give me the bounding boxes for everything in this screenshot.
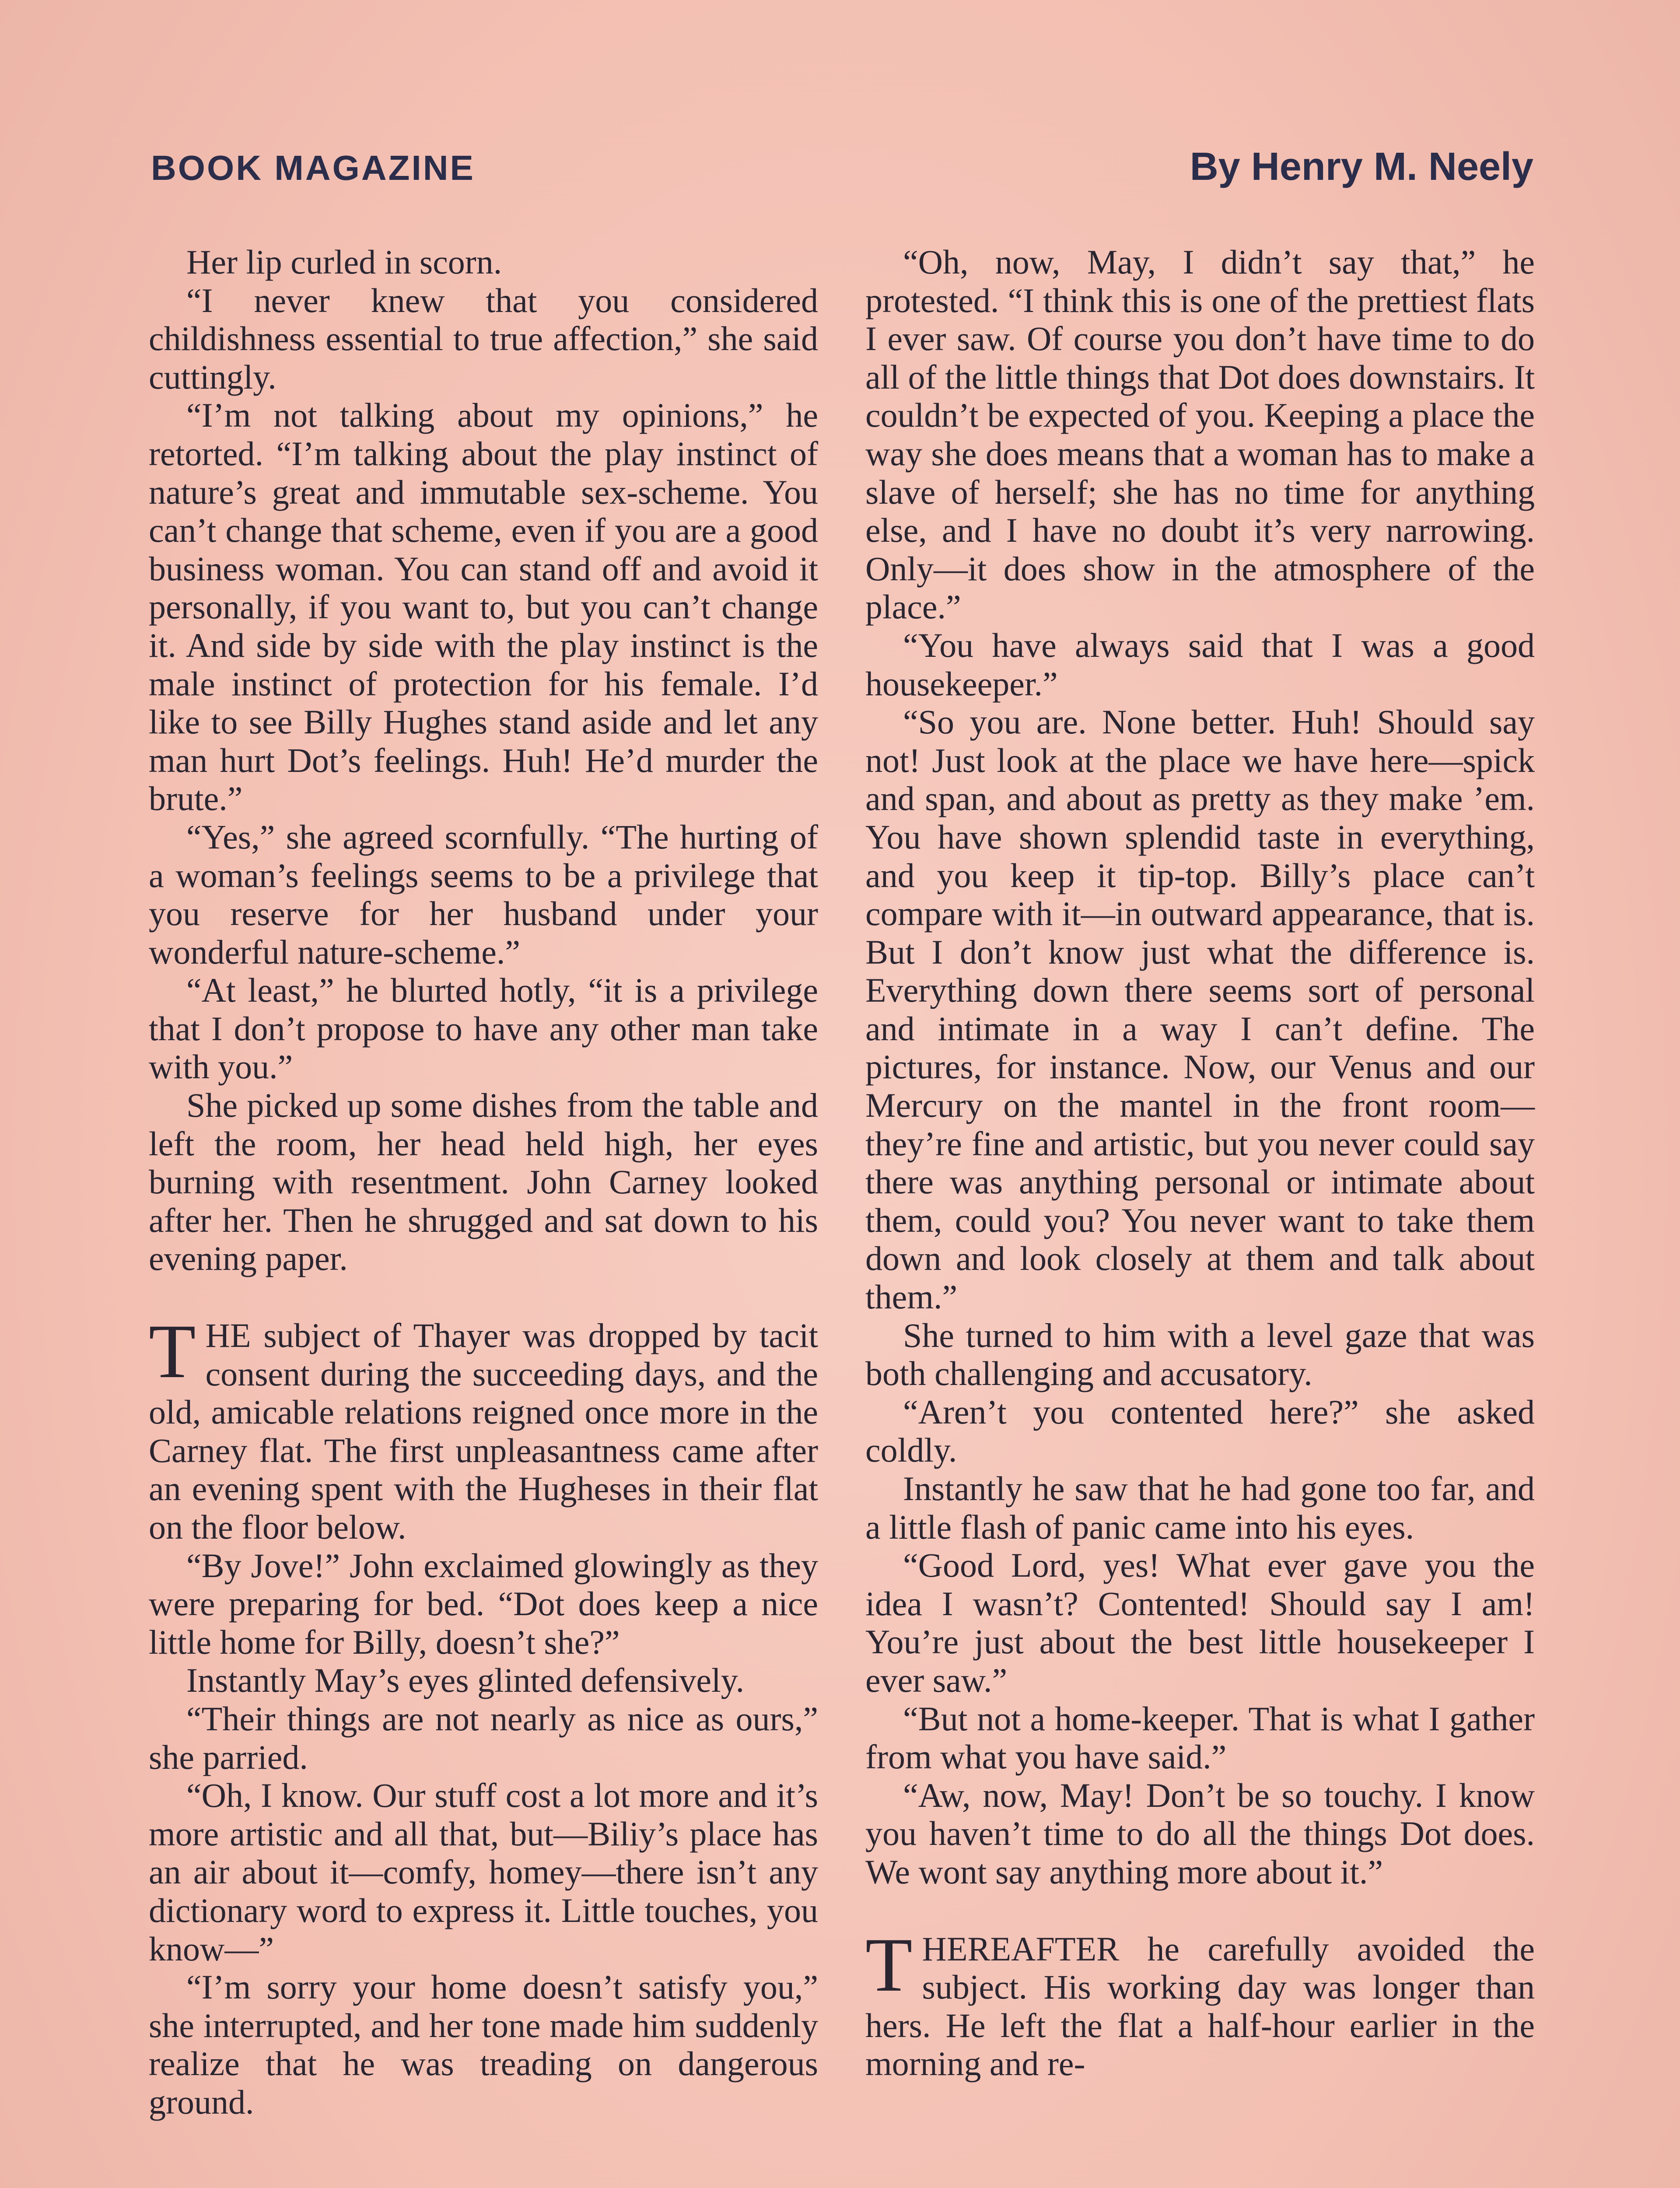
running-header <box>151 144 1533 197</box>
section-opening <box>865 1922 1535 2083</box>
paragraph: “Good Lord, yes! What ever gave you the idea I wasn’t? Contented! Should say I am! You’re just about the best little housekeeper I ever saw.” <box>865 1546 1535 1699</box>
section-opening <box>149 1309 818 1546</box>
magazine-title: BOOK MAGAZINE <box>151 148 475 187</box>
paragraph: “Yes,” she agreed scornfully. “The hurting of a woman’s feelings seems to be a privilege that you reserve for her husband under your wonderful nature-scheme.” <box>149 817 818 971</box>
drop-cap: T <box>865 1922 913 2008</box>
paragraph: “By Jove!” John exclaimed glowingly as they were preparing for bed. “Dot does keep a nice little home for Billy, doesn’t she?” <box>149 1546 818 1661</box>
paragraph: Instantly May’s eyes glinted defensively. <box>186 1661 745 1700</box>
paragraph: “So you are. None better. Huh! Should say not! Just look at the place we have here—spick and span, and about as pretty as they make ’em. You have shown splendid taste in everything, and you keep it tip-top. Billy’s place can’t compare with it—in outward appearance, that is. But I don’t know just what the difference is. Everything down there seems sort of personal and intimate in a way I can’t define. The pictures, for instance. Now, our Venus and our Mercury on the mantel in the front room—they’re fine and artistic, but you never could say there was anything personal or intimate about them, could you? You never want to take them down and look closely at them and talk about them.” <box>865 703 1535 1316</box>
paragraph: “I’m not talking about my opinions,” he retorted. “I’m talking about the play instinct of nature’s great and immutable sex-scheme. You can’t change that scheme, even if you are a good business woman. You can stand off and avoid it personally, if you want to, but you can’t change it. And side by side with the play instinct is the male instinct of protection for his female. I’d like to see Billy Hughes stand aside and let any man hurt Dot’s feelings. Huh! He’d murder the brute.” <box>149 396 818 818</box>
paragraph: She turned to him with a level gaze that was both challenging and accusatory. <box>865 1316 1535 1393</box>
left-column <box>149 243 818 2121</box>
paragraph: She picked up some dishes from the table and left the room, her head held high, her eyes burning with resentment. John Carney looked after her. Then he shrugged and sat down to his evening paper. <box>149 1086 818 1278</box>
paragraph: “You have always said that I was a good housekeeper.” <box>865 626 1535 703</box>
drop-cap: T <box>149 1309 196 1395</box>
paragraph: “Their things are not nearly as nice as ours,” she parried. <box>149 1699 818 1776</box>
paragraph: Instantly he saw that he had gone too far, and a little flash of panic came into his eyes. <box>865 1469 1535 1546</box>
paragraph: “But not a home-keeper. That is what I gather from what you have said.” <box>865 1699 1535 1776</box>
paragraph: “I never knew that you considered childishness essential to true affection,” she said cuttingly. <box>149 281 818 396</box>
paragraph: “Aw, now, May! Don’t be so touchy. I know you haven’t time to do all the things Dot does. We wont say anything more about it.” <box>865 1776 1535 1891</box>
section-text: HEREAFTER he carefully avoided the subject. His working day was longer than hers. He left the flat a half-hour earlier in the morning and re- <box>865 1929 1535 2083</box>
paragraph: “Oh, I know. Our stuff cost a lot more and it’s more artistic and all that, but—Biliy’s place has an air about it—comfy, homey—there isn’t any dictionary word to express it. Little touches, you know—” <box>149 1776 818 1968</box>
paragraph: “Aren’t you contented here?” she asked coldly. <box>865 1392 1535 1469</box>
paragraph: “I’m sorry your home doesn’t satisfy you,” she interrupted, and her tone made him suddenly realize that he was treading on dangerous ground. <box>149 1968 818 2121</box>
section-text: HE subject of Thayer was dropped by tacit consent during the succeeding days, and the old, amicable relations reigned once more in the Carney flat. The first unpleasantness came after an evening spent with the Hugheses in their flat on the floor below. <box>149 1316 818 1546</box>
author-byline: By Henry M. Neely <box>1190 145 1533 189</box>
paragraph: “At least,” he blurted hotly, “it is a privilege that I don’t propose to have any other man take with you.” <box>149 971 818 1086</box>
paragraph: “Oh, now, May, I didn’t say that,” he protested. “I think this is one of the prettiest flats I ever saw. Of course you don’t have time to do all of the little things that Dot does downstairs. It couldn’t be expected of you. Keeping a place the way she does means that a woman has to make a slave of herself; she has no time for anything else, and I have no doubt it’s very narrowing. Only—it does show in the atmosphere of the place.” <box>865 243 1535 626</box>
right-column <box>865 243 1535 2083</box>
paragraph: Her lip curled in scorn. <box>186 243 502 281</box>
